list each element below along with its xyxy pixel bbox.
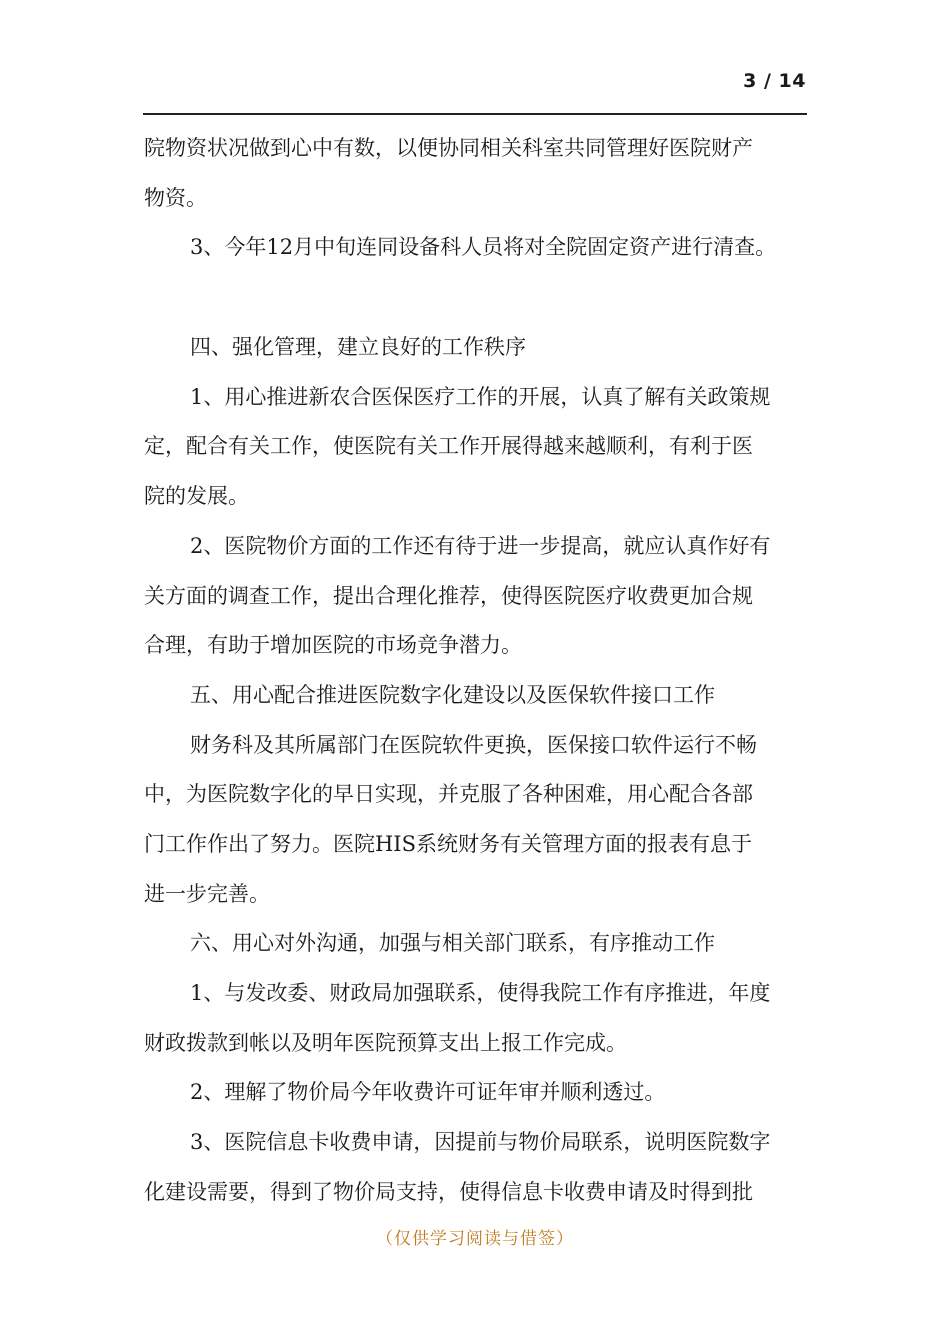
paragraph-line: 物资。 — [144, 185, 207, 210]
paragraph-line: 关方面的调查工作，提出合理化推荐，使得医院医疗收费更加合规 — [144, 583, 753, 608]
paragraph-line: 定，配合有关工作，使医院有关工作开展得越来越顺利，有利于医 — [144, 434, 753, 459]
paragraph-line: 院的发展。 — [144, 484, 249, 509]
header-rule — [143, 113, 807, 115]
paragraph-line: 1、与发改委、财政局加强联系，使得我院工作有序推进，年度 — [190, 981, 771, 1005]
paragraph-line: 3、医院信息卡收费申请，因提前与物价局联系，说明医院数字 — [190, 1130, 771, 1155]
section-heading: 六、用心对外沟通，加强与相关部门联系，有序推动工作 — [190, 931, 715, 956]
paragraph-line: 2、医院物价方面的工作还有待于进一步提高，就应认真作好有 — [190, 533, 771, 558]
paragraph-line: 门工作作出了努力。医院HIS系统财务有关管理方面的报表有息于 — [144, 831, 752, 856]
paragraph-line: 财务科及其所属部门在医院软件更换，医保接口软件运行不畅 — [190, 732, 757, 757]
paragraph-line: 1、用心推进新农合医保医疗工作的开展，认真了解有关政策规 — [190, 384, 771, 409]
document-body — [144, 124, 808, 1217]
paragraph-line: 化建设需要，得到了物价局支持，使得信息卡收费申请及时得到批 — [144, 1179, 753, 1204]
paragraph-line: 中，为医院数字化的早日实现，并克服了各种困难，用心配合各部 — [144, 782, 753, 807]
paragraph-line: 院物资状况做到心中有数，以便协同相关科室共同管理好医院财产 — [144, 136, 753, 160]
paragraph-line: 2、理解了物价局今年收费许可证年审并顺利透过。 — [190, 1080, 666, 1105]
paragraph-line: 3、今年12月中旬连同设备科人员将对全院固定资产进行清查。 — [190, 235, 777, 260]
paragraph-line: 财政拨款到帐以及明年医院预算支出上报工作完成。 — [144, 1030, 627, 1055]
section-heading: 五、用心配合推进医院数字化建设以及医保软件接口工作 — [190, 682, 715, 707]
section-heading: 四、强化管理，建立良好的工作秩序 — [190, 335, 526, 360]
paragraph-line: 进一步完善。 — [144, 881, 270, 906]
paragraph-line: 合理，有助于增加医院的市场竞争潜力。 — [144, 633, 522, 658]
footer-note: （仅供学习阅读与借签） — [376, 1229, 574, 1249]
page-number: 3 / 14 — [743, 70, 806, 92]
paragraph-gap — [144, 273, 808, 323]
